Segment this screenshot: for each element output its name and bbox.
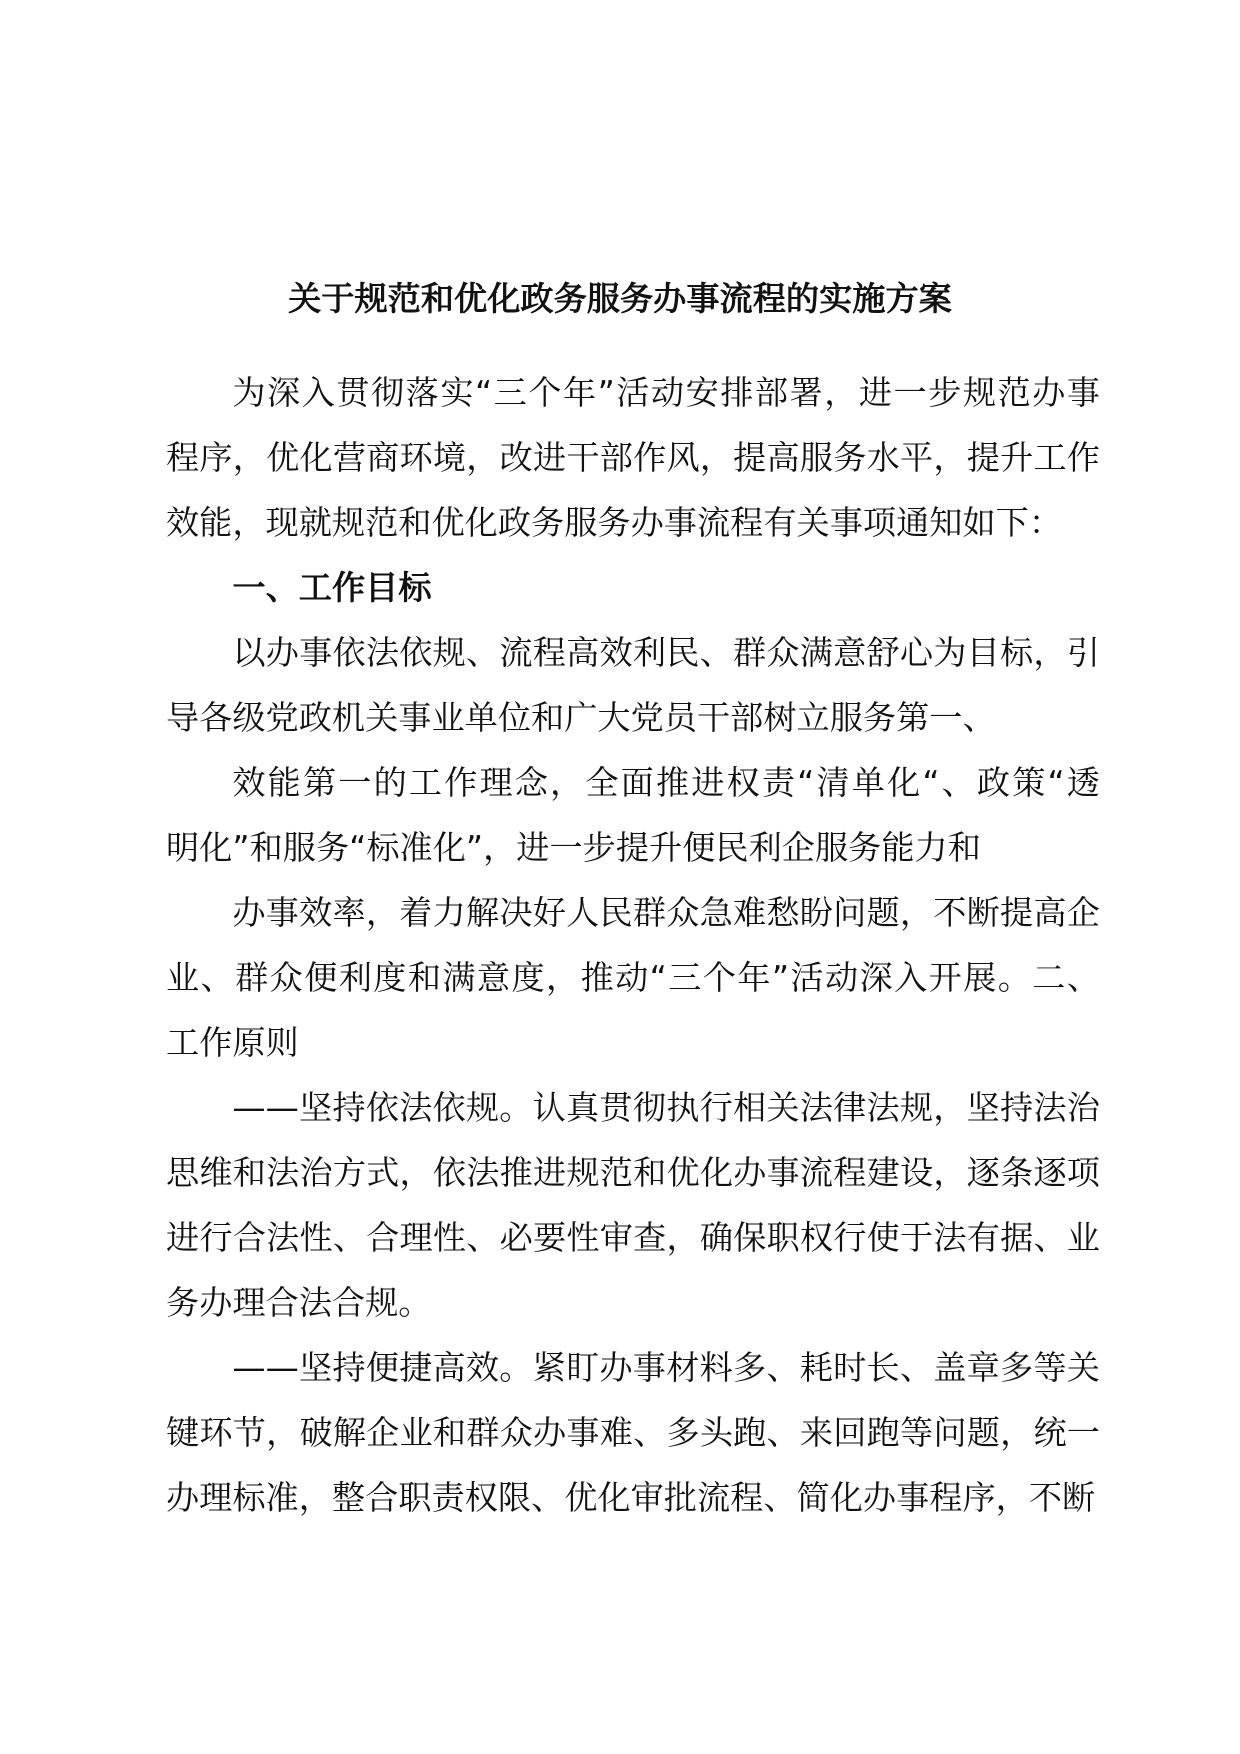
paragraph-line: 思维和法治方式，依法推进规范和优化办事流程建设，逐条逐项: [166, 1153, 1100, 1192]
paragraph-line: ——坚持便捷高效。紧盯办事材料多、耗时长、盖章多等关: [232, 1348, 1100, 1387]
paragraph-line: 效能，现就规范和优化政务服务办事流程有关事项通知如下：: [166, 503, 1063, 542]
paragraph-line: 务办理合法合规。: [166, 1283, 432, 1322]
paragraph: [166, 1075, 1100, 1335]
paragraph-line: 为深入贯彻落实“三个年”活动安排部署，进一步规范办事: [232, 373, 1100, 412]
paragraph-line: 进行合法性、合理性、必要性审查，确保职权行使于法有据、业: [166, 1218, 1100, 1257]
paragraph-line: ——坚持依法依规。认真贯彻执行相关法律法规，坚持法治: [232, 1088, 1100, 1127]
paragraph-line: 键环节，破解企业和群众办事难、多头跑、来回跑等问题，统一: [166, 1413, 1100, 1452]
document-body: [166, 360, 1100, 1530]
paragraph: [166, 750, 1100, 880]
paragraph-line: 办理标准，整合职责权限、优化审批流程、简化办事程序，不断: [166, 1478, 1096, 1517]
paragraph: [166, 620, 1100, 750]
paragraph-line: 办事效率，着力解决好人民群众急难愁盼问题，不断提高企: [232, 893, 1100, 932]
paragraph-line: 工作原则: [166, 1023, 299, 1062]
section-heading-text: 一、工作目标: [232, 568, 432, 607]
paragraph-line: 程序，优化营商环境，改进干部作风，提高服务水平，提升工作: [166, 438, 1100, 477]
paragraph: [166, 880, 1100, 1075]
document-title: 关于规范和优化政务服务办事流程的实施方案: [288, 279, 952, 318]
paragraph: [166, 1335, 1100, 1530]
paragraph-line: 明化”和服务“标准化”，进一步提升便民利企服务能力和: [166, 828, 981, 867]
paragraph-line: 效能第一的工作理念，全面推进权责“清单化“、政策“透: [232, 763, 1100, 802]
paragraph-line: 导各级党政机关事业单位和广大党员干部树立服务第一、: [166, 698, 996, 737]
paragraph-line: 以办事依法依规、流程高效利民、群众满意舒心为目标，引: [232, 633, 1100, 672]
paragraph: [166, 360, 1100, 555]
section-heading: [166, 555, 1100, 620]
paragraph-line: 业、群众便利度和满意度，推动“三个年”活动深入开展。二、: [166, 958, 1100, 997]
